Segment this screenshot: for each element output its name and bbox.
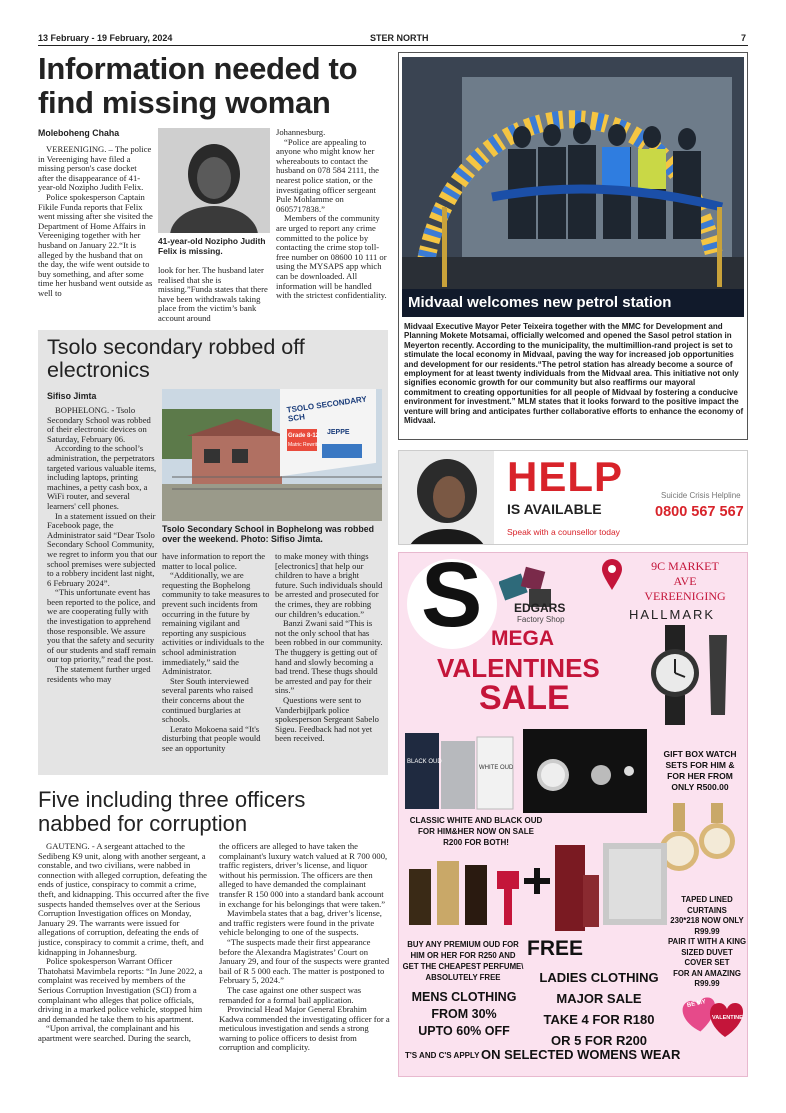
ladies-clothing-line: LADIES CLOTHING (539, 970, 659, 985)
oud-bottles-icon (405, 851, 523, 935)
article3-col2-para: Provincial Head Major General Ebrahim Kadwa commended the investigating officer for a meticulous investigation and sends a strong warning to police officers to desist from corruption and complicity. (219, 1004, 390, 1053)
article2-column3 (275, 552, 383, 770)
helpline-label: Suicide Crisis Helpline (661, 491, 741, 500)
article2-col1-para: In a statement issued on their Facebook page, the Administrator said “Dear Tsolo Secondary School Community, we regret to inform you that our school premises were subjected to a robbery incident last night, 6 February 2024”. (47, 510, 158, 588)
store-address-line3: VEREENIGING (644, 589, 726, 603)
store-address-line1: 9C MARKET (651, 559, 719, 573)
map-pin-icon (601, 559, 623, 591)
article1-column2 (158, 266, 270, 326)
curtains-line: R99.99 (694, 926, 720, 936)
article3-col1-para: Police spokesperson Warrant Officer Thatohatsi Mavimbela reports: “In June 2022, a complaint was received by members of the Serious Corruption Investigation (SCI) from a complainant who alleges that police officials, driving in a marked police vehicle, stopped him and demanded he take them to his apartment. (38, 956, 203, 1024)
missing-woman-photo (158, 128, 270, 233)
plus-icon (524, 868, 550, 894)
article4-body: Midvaal Executive Mayor Peter Teixeira together with the MMC for Development and Planning Mokete Motsamai, officially welcomed and opened the Sasol petrol station in Meyerton recently. According to the municipality, the multimillion-rand project is set to stimulate the local economy in Midvaal, paving the way for increased job opportunities and development for our residents.“The petrol station has already become a source of employment for at least twenty individuals from the Midvaal area. This initiative not only signifies economic growth for our community but also reaffirms our mayoral commitment to creating opportunities for all people of Midvaal by fostering a conducive environment for investment.” MLM states that it looks forward to the positive impact the venture will bring and anticipates further collaborative efforts to enhance the economy of Midvaal. (404, 322, 744, 426)
curtains-line: TAPED LINED CURTAINS (681, 895, 733, 915)
school-sign-name: TSOLO SECONDARY SCH (286, 394, 368, 424)
red-perfume-icon (555, 845, 601, 933)
premium-oud-text (401, 939, 525, 983)
terms-text: T'S AND C'S APPLY (405, 1051, 480, 1060)
oud-offer-line: CLASSIC WHITE AND BLACK OUD (409, 816, 543, 825)
oud-offer-line: R200 FOR BOTH! (443, 838, 509, 847)
mega-text: MEGA (491, 627, 554, 650)
article3-col2-para: Mavimbela states that a bag, driver’s license, and traffic registers were found in the private vehicle belonging to one of the suspects. (219, 908, 382, 938)
paper-name: STER NORTH (370, 33, 429, 43)
article1-headline (38, 52, 388, 120)
take4-line: TAKE 4 FOR R180 (543, 1012, 655, 1027)
article1-byline: Moleboheng Chaha (38, 128, 120, 138)
article2-byline: Sifiso Jimta (47, 391, 97, 401)
article1-column3 (276, 128, 388, 326)
article2-col3-para: to make money with things [electronics] that help our children to have a bright future. Such individuals should be arrested and prosecuted for the crimes, they are robbing our children’s education.” (275, 552, 383, 619)
ladies-clothing-text (529, 967, 669, 1051)
article3-headline (38, 788, 388, 835)
store-address (625, 559, 745, 604)
article2-headline (47, 336, 382, 382)
curtains-line: PAIR IT WITH A KING (667, 937, 747, 946)
edgars-ad (398, 552, 748, 1077)
school-sign-jeppe: JEPPE (327, 429, 350, 436)
article2-col1-para: BOPHELONG. - Tsolo Secondary School was robbed of their electronic devices on Saturday, February 06. (47, 406, 151, 444)
article3-column1 (38, 842, 210, 1074)
premium-oud-line: ABSOLUTELY FREE (425, 973, 501, 982)
article3-headline-line1: Five including three officers (38, 787, 306, 812)
hearts-icon (679, 979, 747, 1041)
article2-col1-para: “This unfortunate event has been reported to the police, and we are cooperating fully with the investigation to apprehend those responsible. We assure you that the safety and security of our students and staff remain our top priority,” read the post. (47, 587, 156, 665)
article1-col1-para: Police spokesperson Captain Fikile Funda reports that Felix went missing after she visited the Department of Home Affairs in Vereeniging together with her husband on January 22.“It is alleged by the husband that on the day, the wife went outside to buy something, and after some time her husband went outside as well to (38, 191, 153, 298)
edgars-brand: EDGARS (514, 601, 566, 615)
mens-clothing-line: MENS CLOTHING (411, 990, 517, 1004)
article1-caption: 41-year-old Nozipho Judith Felix is missing. (158, 236, 266, 256)
article3-col2-para: “The suspects made their first appearance before the Alexandra Magistrates’ Court on January 29, and four of the suspects were granted bail of R 5 000 each. The matter is postponed to February 5, 2024.” (219, 936, 390, 986)
article1-col3-para: Johannesburg. (276, 128, 326, 137)
heart-text-valentine: VALENTINE (712, 1015, 743, 1021)
article2-column2 (162, 552, 270, 770)
sale-text: SALE (479, 679, 570, 717)
article2-col2-para: Ster South interviewed several parents who raised their concerns about the continued burglaries at schools. (162, 675, 253, 725)
hallmark-brand: HALLMARK (629, 607, 716, 622)
article3-headline-line2: nabbed for corruption (38, 810, 248, 836)
article3-column2 (219, 842, 391, 1074)
article2-col3-para: Questions were sent to Vanderbijlpark police spokesperson Sergeant Sabelo Sigeu. Feedback had not yet been received. (275, 694, 379, 744)
or5-line: OR 5 FOR R200 (550, 1033, 648, 1048)
article3-col2-para: the officers are alleged to have taken the complainant's luxury watch valued at R 700 000, traffic registers, driver’s license, and liquor without his permission. The officers are then alleged to have demanded the complainant transfer R 150 000 into a standard bank account in exchange for his belongings that were taken.” (219, 842, 388, 909)
article2-caption: Tsolo Secondary School in Bophelong was robbed over the weekend. Photo: Sifiso Jimta. (162, 524, 374, 544)
article2-headline-line2: electronics (47, 358, 150, 382)
article3-col2-para: The case against one other suspect was remanded for a formal bail application. (219, 984, 362, 1005)
school-photo (162, 389, 382, 521)
edgars-logo-letter: S (421, 552, 483, 646)
free-text: FREE (527, 937, 584, 960)
womens-wear-text: ON SELECTED WOMENS WEAR (481, 1047, 681, 1062)
curtains-line: FOR AN AMAZING R99.99 (673, 968, 741, 988)
article1-col1-para: VEREENIGING. – The police in Vereeniging have filed a missing person's case docket after the disappearance of 41-year-old Nozipho Judith Felix. (38, 145, 152, 193)
article1-headline-line1: Information needed to (38, 51, 358, 86)
help-subtitle: IS AVAILABLE (507, 501, 602, 517)
valentines-text: VALENTINES (437, 653, 600, 683)
school-sign-grade: Grade 8-12 (288, 433, 320, 439)
school-sign-matric: Matric Rewrite (288, 442, 320, 448)
store-address-line2: AVE (673, 574, 697, 588)
article2-column1 (47, 406, 159, 770)
help-ad (398, 450, 748, 545)
major-sale-line: MAJOR SALE (556, 991, 642, 1006)
help-speak: Speak with a counsellor today (507, 527, 620, 537)
page-number: 7 (741, 33, 747, 43)
portrait-icon (158, 128, 270, 233)
woman-portrait-icon (399, 451, 494, 545)
ribbon-cutting-icon (402, 57, 744, 317)
heart-text-be-my: BE MY (686, 999, 707, 1009)
perfume-boxes-icon (405, 731, 517, 813)
article1-col3-para: “Police are appealing to anyone who might know her whereabouts to contact the husband on 078 584 2111, the nearest police station, or the investigating officer sergeant Pule Mohlamme on 0605717838.” (276, 136, 379, 214)
gift-box-text (654, 749, 746, 793)
article2-col2-para: Lerato Mokoena said “It's disturbing that people would see an opportunity (162, 723, 261, 753)
article1-headline-line2: find missing woman (38, 85, 331, 120)
help-title: HELP (507, 453, 624, 500)
perfume-label-black: BLACK OUD (407, 759, 442, 765)
oud-offer-line: FOR HIM&HER NOW ON SALE (418, 827, 534, 836)
gift-set-icon (523, 729, 647, 813)
article2-col2-para: “Additionally, we are requesting the Bophelong community to take measures to prevent such incidents from occurring in the future by remaining vigilant and reporting any suspicious activities or individuals to the school administration immediately,” said the Administrator. (162, 570, 270, 677)
article4-headline: Midvaal welcomes new petrol station (402, 289, 744, 317)
curtains-line: 230*218 NOW ONLY (670, 916, 744, 925)
curtains-icon (603, 843, 675, 931)
article3-col1-para: GAUTENG. - A sergeant attached to the Sedibeng K9 unit, along with another sergeant, a constable, and two civilians, were nabbed in connection with alleged corruption, defeating the ends of justice, conspiracy to commit a crime, theft, and kidnapping. This occurred after the five suspects handed themselves over at the Serious Corruption Investigation offices on Monday, January 29. The warrants were issued for allegations of corruption, defeating the ends of justice, conspiracy to commit a crime, theft, and kidnapping in Johannesburg. (38, 842, 209, 957)
mens-clothing-text (405, 989, 523, 1040)
edgars-brand-sub: Factory Shop (517, 615, 565, 624)
article2-col3-para: Banzi Zwani said “This is not the only school that has been robbed in our community. The thuggery is getting out of hand and slowly becoming a bad trend. These thugs should be arrested and pay for their sins.” (275, 618, 383, 696)
article2-col1-para: The statement further urged residents who may (47, 664, 151, 684)
header-rule (38, 45, 748, 46)
gift-box-line: GIFT BOX WATCH (663, 749, 737, 759)
premium-oud-line: BUY ANY PREMIUM OUD FOR (407, 940, 519, 949)
gift-box-line: ONLY R500.00 (671, 782, 729, 792)
ribbon-cutting-photo (402, 57, 744, 317)
premium-oud-line: GET THE CHEAPEST PERFUME\ (402, 962, 524, 971)
curtains-line: SIZED DUVET COVER SET (681, 947, 733, 967)
watch-icon (639, 625, 739, 725)
article2-col1-para: According to the school’s administration, the perpetrators targeted various valuable items, including laptops, printing machines, a petty cash box, a WiFi router, and several learners' cell phones. (47, 443, 157, 511)
oud-offer-text (401, 815, 551, 848)
premium-oud-line: HIM OR HER FOR R250 AND (410, 951, 516, 960)
curtains-text (667, 895, 747, 990)
gift-box-line: FOR HER FROM (667, 771, 733, 781)
mens-clothing-line: UPTO 60% OFF (418, 1024, 510, 1038)
article1-col3-para: Members of the community are urged to report any crime committed to the police by contacting the crime stop toll-free number on 08600 10 111 or using the MYSAPS app which can be downloaded. All information will be handled with the strictest confidentiality. (276, 213, 387, 301)
article3-col1-para: “Upon arrival, the complainant and his apartment were searched. During the search, (38, 1023, 191, 1043)
mens-clothing-line: FROM 30% (431, 1007, 497, 1021)
article2-headline-line1: Tsolo secondary robbed off (47, 335, 305, 359)
gift-box-line: SETS FOR HIM & (665, 760, 735, 770)
article1-column1 (38, 145, 153, 325)
helpline-number: 0800 567 567 (655, 504, 744, 520)
article2-col2-para: have information to report the matter to local police. (162, 552, 266, 571)
article1-col2-para: look for her. The husband later realised that she is missing.”Funda states that there have been withdrawals taking place from the victim’s bank account around (158, 266, 268, 323)
perfume-label-white: WHITE OUD (479, 765, 514, 771)
issue-date: 13 February - 19 February, 2024 (38, 33, 173, 43)
